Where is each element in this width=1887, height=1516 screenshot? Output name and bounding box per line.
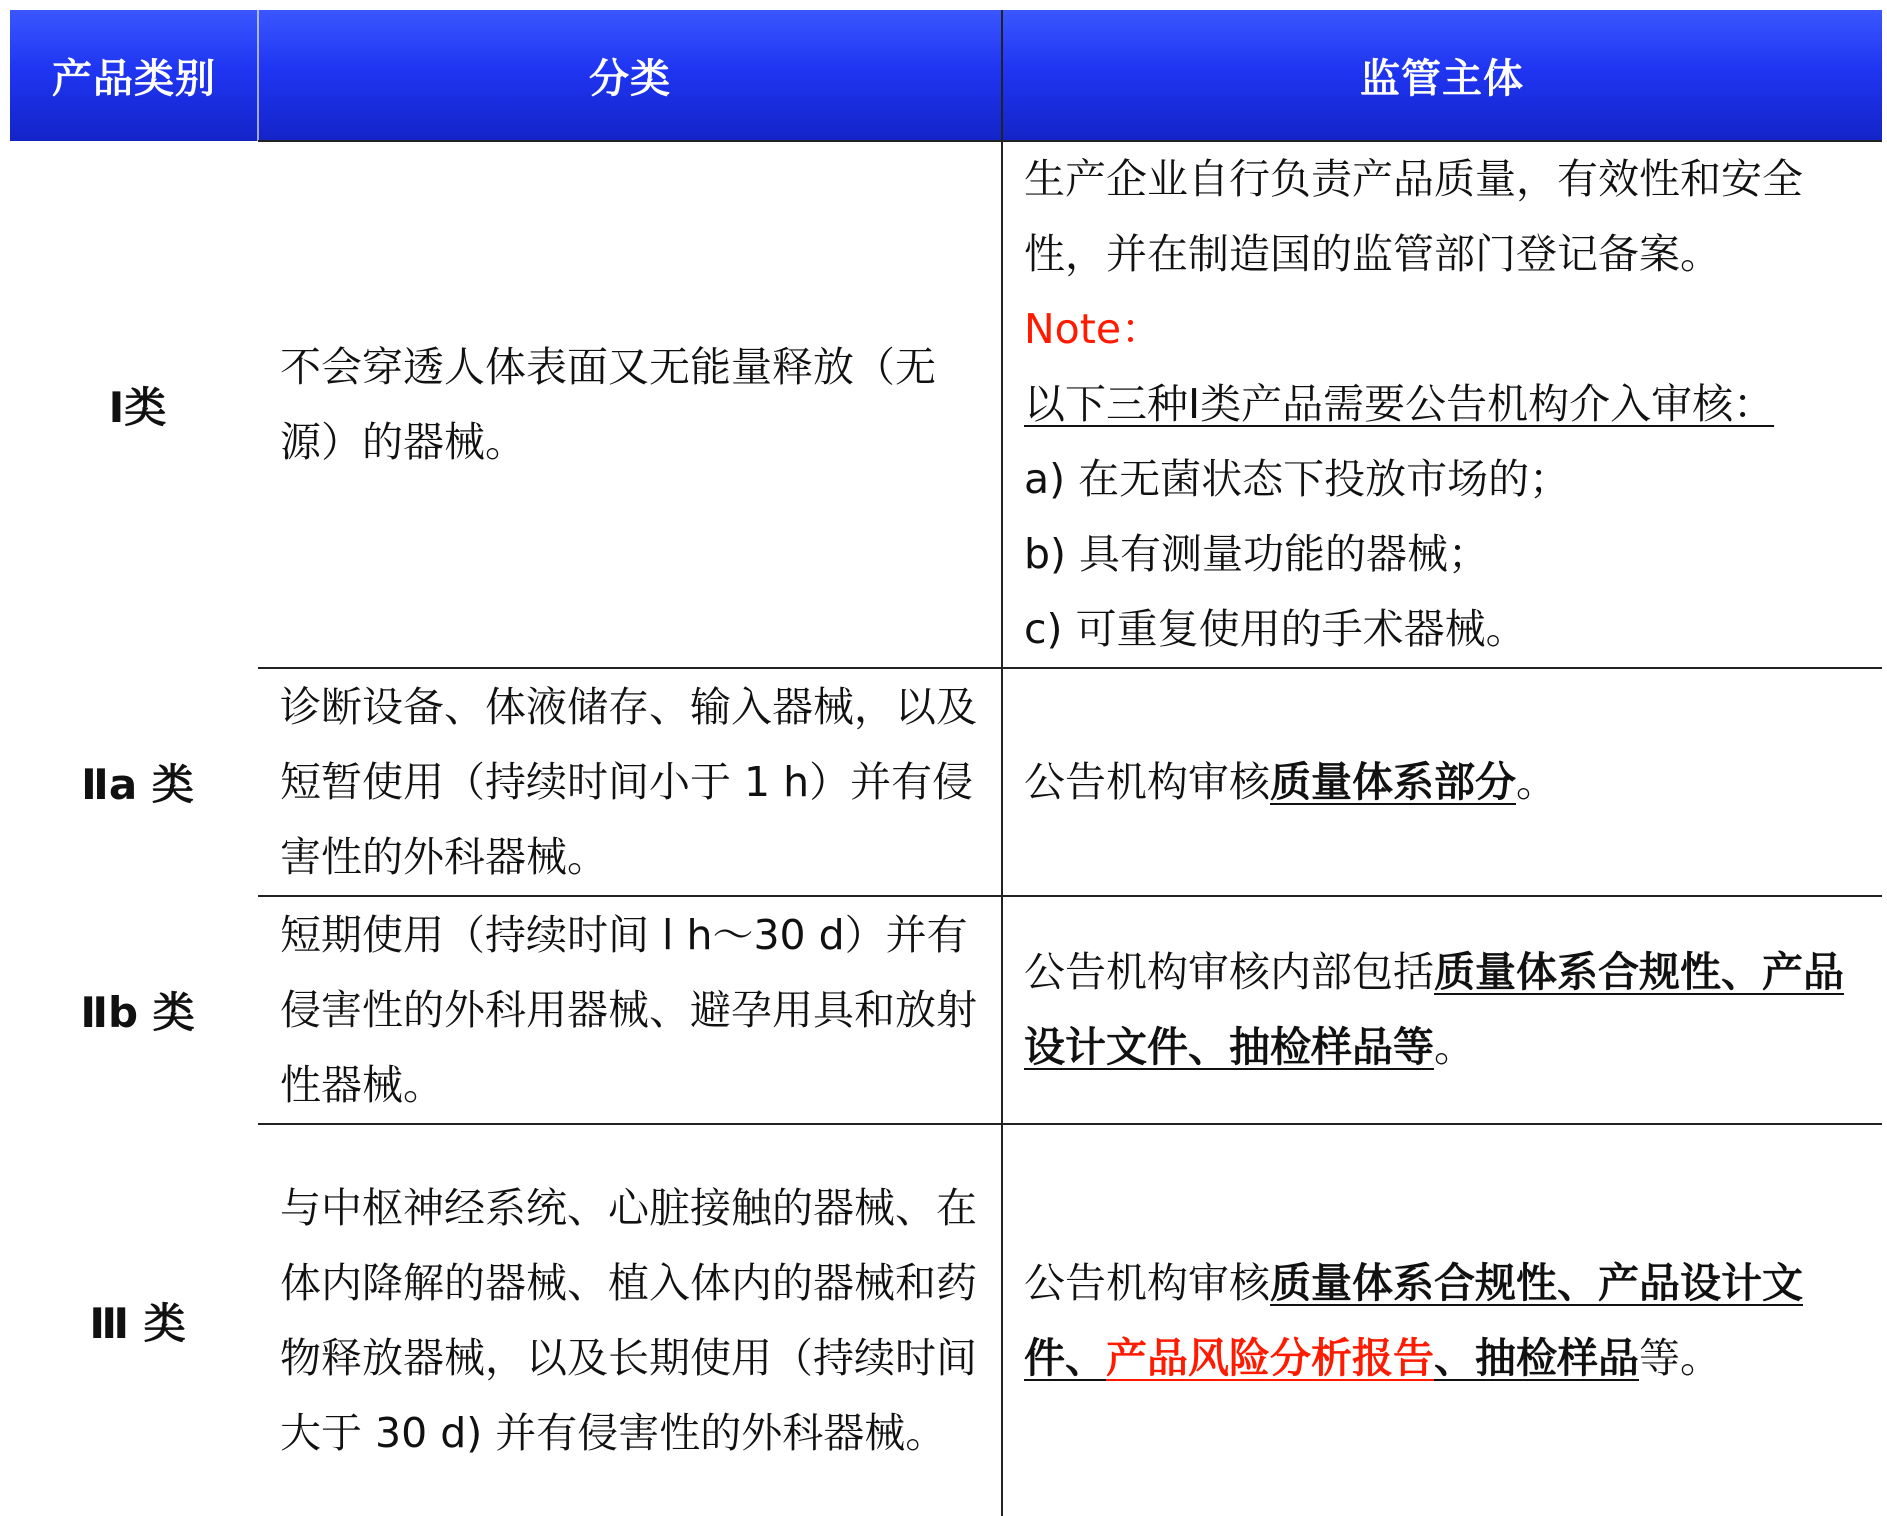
note-item-a: a) 在无菌状态下投放市场的； [1024, 455, 1571, 503]
supervision-class-2b [1024, 897, 1864, 1123]
header-supervision: 监管主体 [1360, 56, 1524, 102]
supervision-class-3 [1024, 1125, 1864, 1516]
note-item-c: c) 可重复使用的手术器械。 [1024, 605, 1527, 653]
supervision-risk-report: 产品风险分析报告 [1106, 1333, 1434, 1382]
table-header [10, 10, 1882, 141]
classification-text: 短期使用（持续时间 l h～30 d）并有侵害性的外科用器械、避孕用具和放射性器械。 [280, 910, 977, 1109]
supervision-suffix: 等。 [1639, 1333, 1721, 1382]
supervision-prefix: 公告机构审核 [1024, 1258, 1270, 1307]
classification-text: 不会穿透人体表面又无能量释放（无源）的器械。 [280, 342, 936, 466]
supervision-text [1024, 935, 1864, 1085]
classification-text: 诊断设备、体液储存、输入器械，以及短暂使用（持续时间小于 1 h）并有侵害性的外科器械。 [280, 682, 977, 881]
classification-class-1 [280, 142, 985, 667]
divider-vertical-header-left [257, 10, 259, 141]
supervision-emphasis: 质量体系合规性、产品设计文件、抽检样品等 [1024, 948, 1844, 1071]
category-class-2b: Ⅱb 类 [80, 988, 195, 1037]
header-classification: 分类 [589, 56, 671, 102]
supervision-emphasis: 质量体系部分 [1270, 757, 1516, 806]
header-product-category: 产品类别 [52, 56, 216, 102]
supervision-suffix: 。 [1434, 1023, 1475, 1071]
supervision-emphasis: 质量体系合规性、产品设计文件、 [1024, 1258, 1803, 1382]
note-title: 以下三种Ⅰ类产品需要公告机构介入审核： [1024, 380, 1775, 428]
category-class-1: Ⅰ类 [108, 382, 167, 432]
supervision-text [1024, 1246, 1864, 1396]
classification-class-3 [280, 1125, 985, 1516]
category-class-3: Ⅲ 类 [89, 1298, 186, 1348]
supervision-class-2a [1024, 669, 1864, 895]
classification-text: 与中枢神经系统、心脏接触的器械、在体内降解的器械、植入体内的器械和药物释放器械，以及长期使用（持续时间大于 30 d) 并有侵害性的外科器械。 [280, 1183, 977, 1457]
classification-class-2a [280, 669, 985, 895]
supervision-prefix: 公告机构审核 [1024, 757, 1270, 806]
note-item-b: b) 具有测量功能的器械； [1024, 530, 1490, 578]
divider-vertical [1001, 10, 1003, 1516]
supervision-text: 生产企业自行负责产品质量，有效性和安全性，并在制造国的监管部门登记备案。 [1024, 155, 1803, 278]
classification-class-2b [280, 897, 985, 1123]
category-class-2a: Ⅱa 类 [81, 760, 194, 809]
supervision-prefix: 公告机构审核内部包括 [1024, 948, 1434, 996]
supervision-emphasis-2: 、抽检样品 [1434, 1333, 1639, 1382]
supervision-text [1024, 745, 1864, 820]
note-label: Note： [1024, 305, 1163, 353]
supervision-class-1 [1024, 142, 1864, 667]
supervision-suffix: 。 [1516, 757, 1557, 806]
